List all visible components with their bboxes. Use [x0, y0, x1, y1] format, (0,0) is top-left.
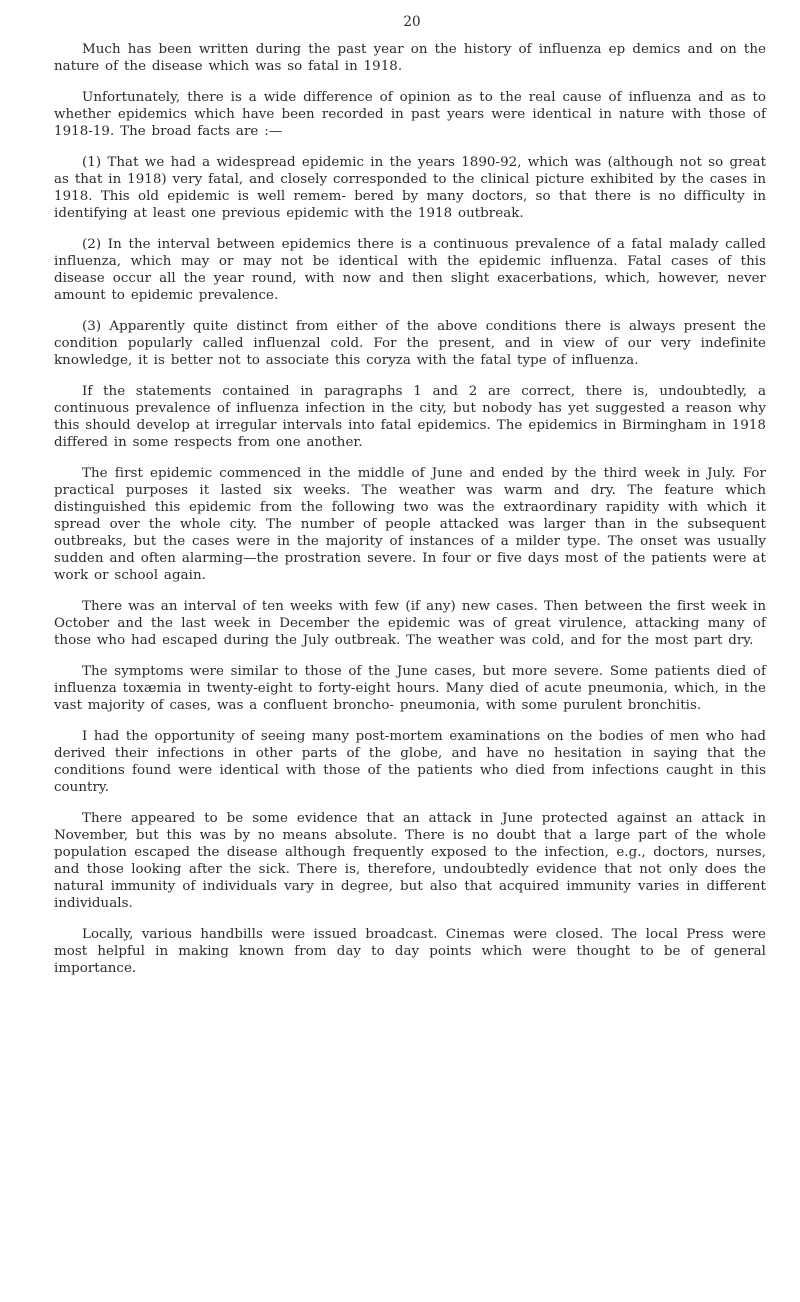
- paragraph-handbills: Locally, various handbills were issued broadcast. Cinemas were closed. The local Press were most helpful in making known from day to day points which were thought to be of general importance.: [54, 927, 766, 976]
- paragraph-intro: Much has been written during the past year on the history of influenza ep demics and on the nature of the disease which was so fatal in 1918.: [54, 42, 766, 74]
- paragraph-statements: If the statements contained in paragraphs 1 and 2 are correct, there is, undoubtedly, a continuous prevalence of influenza infection in the city, but nobody has yet suggested a reason why this should develop at irregular intervals into fatal epidemics. The epidemics in Birmingham in 1918 differed in some respects from one another.: [54, 384, 766, 450]
- paragraph-first-epidemic: The first epidemic commenced in the middle of June and ended by the third week in July. For practical purposes it lasted six weeks. The weather was warm and dry. The feature which distinguished this epidemic from the following two was the extraordinary rapidity with which it spread over the whole city. The number of people attacked was larger than in the subsequent outbreaks, but the cases were in the majority of instances of a milder type. The onset was usually sudden and often alarming—the prostration severe. In four or five days most of the patients were at work or school again.: [54, 466, 766, 583]
- paragraph-fact-1: (1) That we had a widespread epidemic in the years 1890-92, which was (although not so great as that in 1918) very fatal, and closely corresponded to the clinical picture exhibited by the cases in 1918. This old epidemic is well remem- bered by many doctors, so that there is no difficulty in identifying at least one previous epidemic with the 1918 outbreak.: [54, 155, 766, 221]
- paragraph-difference-of-opinion: Unfortunately, there is a wide difference of opinion as to the real cause of influenza and as to whether epidemics which have been recorded in past years were identical in nature with those of 1918-19. The broad facts are :—: [54, 90, 766, 139]
- paragraph-symptoms: The symptoms were similar to those of the June cases, but more severe. Some patients died of influenza toxæmia in twenty-eight to forty-eight hours. Many died of acute pneumonia, which, in the vast majority of cases, was a confluent broncho- pneumonia, with some purulent bronchitis.: [54, 664, 766, 713]
- page-number: 20: [403, 14, 421, 30]
- document-page: [54, 14, 766, 991]
- paragraph-interval: There was an interval of ten weeks with few (if any) new cases. Then between the first week in October and the last week in December the epidemic was of great virulence, attacking many of those who had escaped during the July outbreak. The weather was cold, and for the most part dry.: [54, 599, 766, 648]
- paragraph-post-mortem: I had the opportunity of seeing many post-mortem examinations on the bodies of men who had derived their infections in other parts of the globe, and have no hesitation in saying that the conditions found were identical with those of the patients who died from infections caught in this country.: [54, 729, 766, 795]
- paragraph-fact-3: (3) Apparently quite distinct from either of the above conditions there is always present the condition popularly called influenzal cold. For the present, and in view of our very indefinite knowledge, it is better not to associate this coryza with the fatal type of influenza.: [54, 319, 766, 368]
- paragraph-immunity: There appeared to be some evidence that an attack in June protected against an attack in November, but this was by no means absolute. There is no doubt that a large part of the whole population escaped the disease although frequently exposed to the infection, e.g., doctors, nurses, and those looking after the sick. There is, therefore, undoubtedly evidence that not only does the natural immunity of individuals vary in degree, but also that acquired immunity varies in different individuals.: [54, 811, 766, 911]
- paragraph-fact-2: (2) In the interval between epidemics there is a continuous prevalence of a fatal malady called influenza, which may or may not be identical with the epidemic influenza. Fatal cases of this disease occur all the year round, with now and then slight exacerbations, which, however, never amount to epidemic prevalence.: [54, 237, 766, 303]
